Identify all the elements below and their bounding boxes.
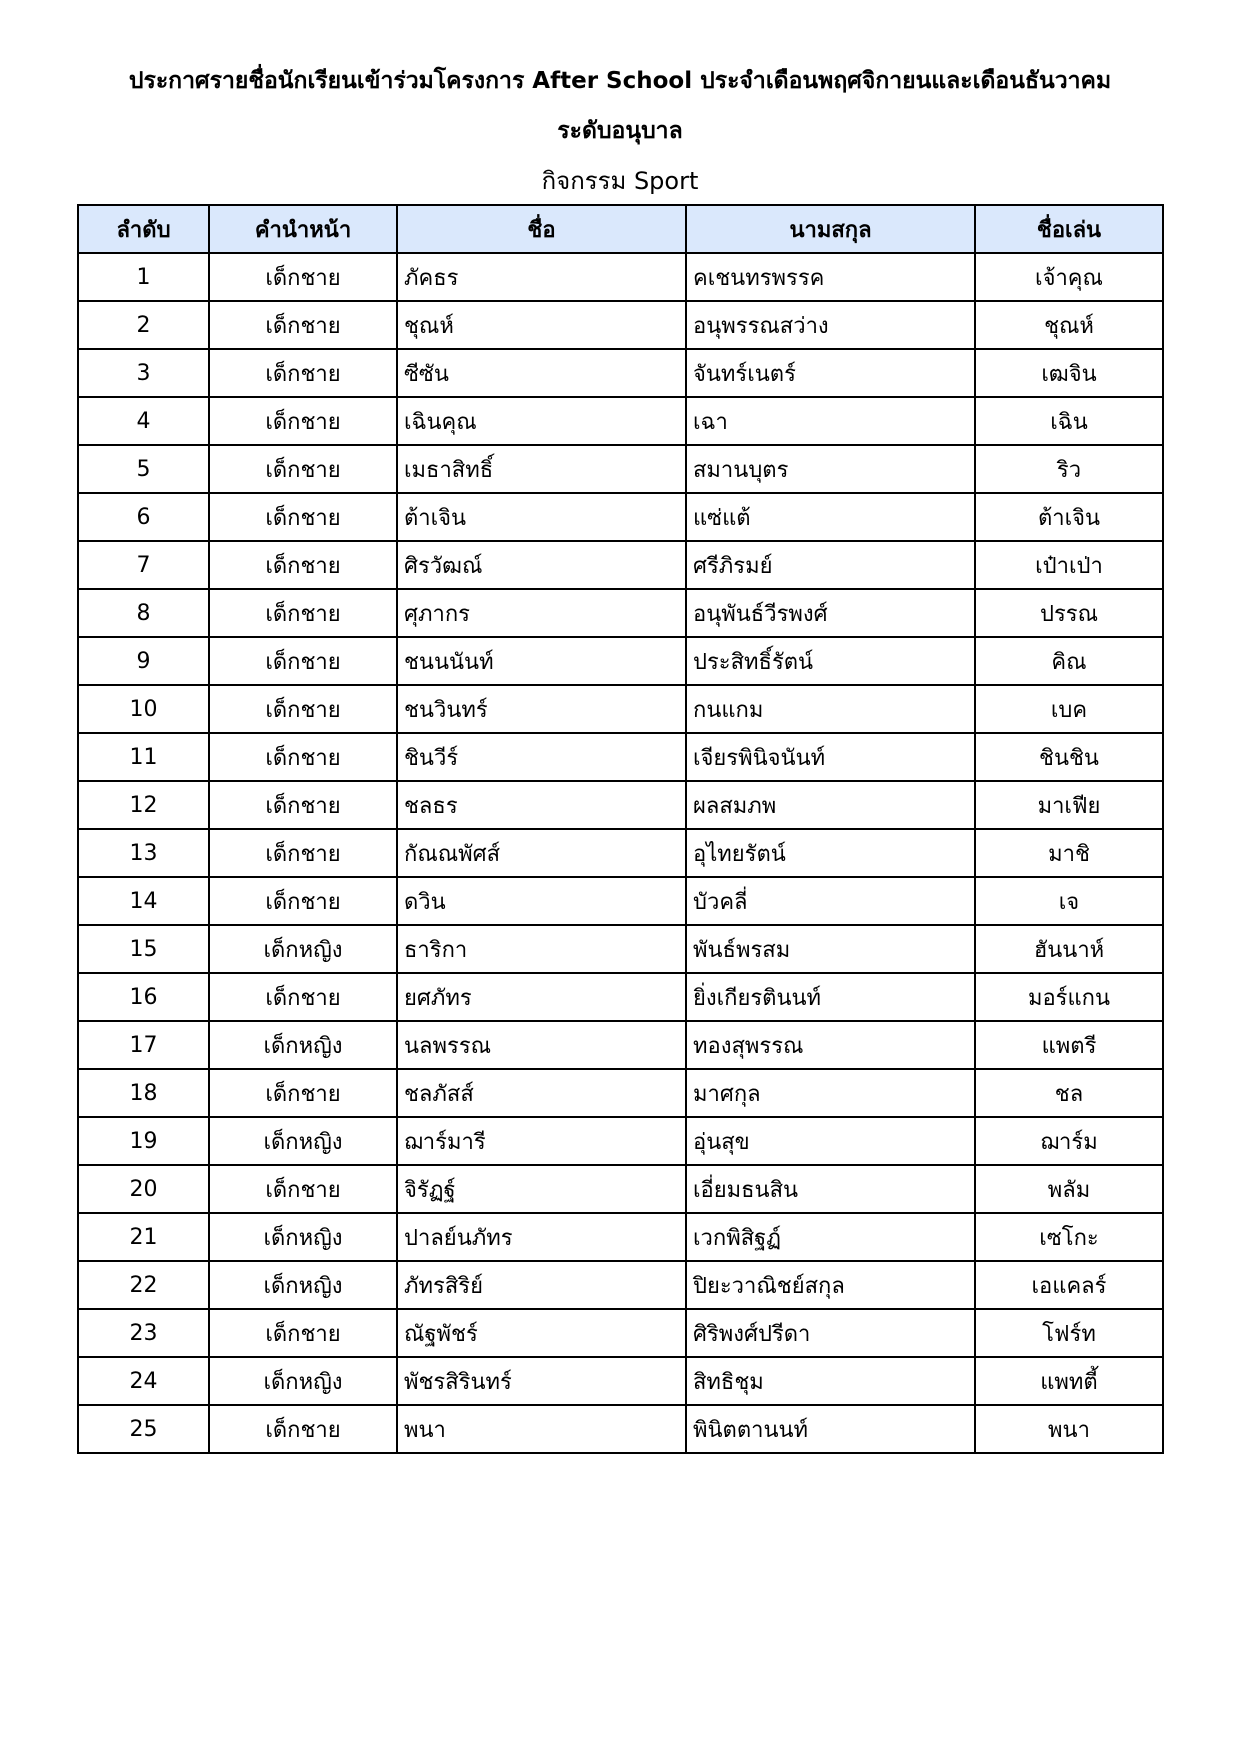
nickname-cell: เจ้าคุณ bbox=[975, 253, 1163, 301]
first-name-cell: ดวิน bbox=[397, 877, 686, 925]
nickname-cell: เฒจิน bbox=[975, 349, 1163, 397]
nickname-cell: พลัม bbox=[975, 1165, 1163, 1213]
first-name-cell: ชนวินทร์ bbox=[397, 685, 686, 733]
document-title: ประกาศรายชื่อนักเรียนเข้าร่วมโครงการ After School ประจำเดือนพฤศจิกายนและเดือนธันวาคม bbox=[128, 68, 1112, 94]
header-first-name: ชื่อ bbox=[397, 205, 686, 253]
order-cell: 17 bbox=[78, 1021, 209, 1069]
table-row bbox=[78, 925, 1163, 973]
last-name-cell: จันทร์เนตร์ bbox=[686, 349, 975, 397]
last-name-cell: สิทธิชุม bbox=[686, 1357, 975, 1405]
nickname-cell: โฟร์ท bbox=[975, 1309, 1163, 1357]
order-cell: 4 bbox=[78, 397, 209, 445]
order-cell: 12 bbox=[78, 781, 209, 829]
order-cell: 7 bbox=[78, 541, 209, 589]
table-row bbox=[78, 349, 1163, 397]
nickname-cell: คิณ bbox=[975, 637, 1163, 685]
prefix-cell: เด็กชาย bbox=[209, 589, 397, 637]
order-cell: 10 bbox=[78, 685, 209, 733]
table-row bbox=[78, 589, 1163, 637]
last-name-cell: บัวคลี่ bbox=[686, 877, 975, 925]
last-name-cell: แซ่แต้ bbox=[686, 493, 975, 541]
prefix-cell: เด็กชาย bbox=[209, 685, 397, 733]
order-cell: 8 bbox=[78, 589, 209, 637]
last-name-cell: พันธ์พรสม bbox=[686, 925, 975, 973]
table-row bbox=[78, 637, 1163, 685]
table-row bbox=[78, 1357, 1163, 1405]
order-cell: 16 bbox=[78, 973, 209, 1021]
first-name-cell: ฌาร์มารี bbox=[397, 1117, 686, 1165]
order-cell: 18 bbox=[78, 1069, 209, 1117]
first-name-cell: ศิรวัฒณ์ bbox=[397, 541, 686, 589]
first-name-cell: ซีซัน bbox=[397, 349, 686, 397]
table-row bbox=[78, 1405, 1163, 1453]
last-name-cell: อนุพันธ์วีรพงศ์ bbox=[686, 589, 975, 637]
level-heading: ระดับอนุบาล bbox=[557, 118, 683, 144]
last-name-cell: ยิ่งเกียรตินนท์ bbox=[686, 973, 975, 1021]
table-row bbox=[78, 541, 1163, 589]
first-name-cell: ชินวีร์ bbox=[397, 733, 686, 781]
order-cell: 23 bbox=[78, 1309, 209, 1357]
table-row bbox=[78, 829, 1163, 877]
table-body bbox=[78, 253, 1163, 1453]
order-cell: 20 bbox=[78, 1165, 209, 1213]
first-name-cell: พนา bbox=[397, 1405, 686, 1453]
table-row bbox=[78, 1165, 1163, 1213]
first-name-cell: ยศภัทร bbox=[397, 973, 686, 1021]
student-roster-table bbox=[77, 204, 1164, 1454]
first-name-cell: นลพรรณ bbox=[397, 1021, 686, 1069]
nickname-cell: มอร์แกน bbox=[975, 973, 1163, 1021]
table-row bbox=[78, 781, 1163, 829]
last-name-cell: เอี่ยมธนสิน bbox=[686, 1165, 975, 1213]
prefix-cell: เด็กชาย bbox=[209, 301, 397, 349]
prefix-cell: เด็กชาย bbox=[209, 637, 397, 685]
first-name-cell: ปาลย์นภัทร bbox=[397, 1213, 686, 1261]
prefix-cell: เด็กหญิง bbox=[209, 1357, 397, 1405]
first-name-cell: ธาริกา bbox=[397, 925, 686, 973]
header-last-name: นามสกุล bbox=[686, 205, 975, 253]
table-row bbox=[78, 1021, 1163, 1069]
last-name-cell: เวกพิสิฐฏ์ bbox=[686, 1213, 975, 1261]
prefix-cell: เด็กชาย bbox=[209, 493, 397, 541]
first-name-cell: ต้าเจิน bbox=[397, 493, 686, 541]
nickname-cell: มาชิ bbox=[975, 829, 1163, 877]
nickname-cell: แพตรี bbox=[975, 1021, 1163, 1069]
prefix-cell: เด็กหญิง bbox=[209, 1117, 397, 1165]
order-cell: 13 bbox=[78, 829, 209, 877]
nickname-cell: ชุณห์ bbox=[975, 301, 1163, 349]
first-name-cell: ศุภากร bbox=[397, 589, 686, 637]
order-cell: 21 bbox=[78, 1213, 209, 1261]
first-name-cell: ชุณห์ bbox=[397, 301, 686, 349]
table-row bbox=[78, 1309, 1163, 1357]
order-cell: 25 bbox=[78, 1405, 209, 1453]
table-row bbox=[78, 397, 1163, 445]
nickname-cell: ริว bbox=[975, 445, 1163, 493]
prefix-cell: เด็กชาย bbox=[209, 397, 397, 445]
order-cell: 6 bbox=[78, 493, 209, 541]
order-cell: 9 bbox=[78, 637, 209, 685]
first-name-cell: พัชรสิรินทร์ bbox=[397, 1357, 686, 1405]
order-cell: 24 bbox=[78, 1357, 209, 1405]
nickname-cell: ต้าเจิน bbox=[975, 493, 1163, 541]
order-cell: 2 bbox=[78, 301, 209, 349]
prefix-cell: เด็กชาย bbox=[209, 829, 397, 877]
last-name-cell: สมานบุตร bbox=[686, 445, 975, 493]
nickname-cell: เซโกะ bbox=[975, 1213, 1163, 1261]
table-row bbox=[78, 445, 1163, 493]
last-name-cell: พินิตตานนท์ bbox=[686, 1405, 975, 1453]
table-row bbox=[78, 301, 1163, 349]
prefix-cell: เด็กชาย bbox=[209, 541, 397, 589]
first-name-cell: เมธาสิทธิ์ bbox=[397, 445, 686, 493]
table-row bbox=[78, 877, 1163, 925]
first-name-cell: ภัทรสิริย์ bbox=[397, 1261, 686, 1309]
last-name-cell: ผลสมภพ bbox=[686, 781, 975, 829]
last-name-cell: ประสิทธิ์รัตน์ bbox=[686, 637, 975, 685]
last-name-cell: อุ่นสุข bbox=[686, 1117, 975, 1165]
first-name-cell: ภัคธร bbox=[397, 253, 686, 301]
nickname-cell: ฮันนาห์ bbox=[975, 925, 1163, 973]
nickname-cell: เอแคลร์ bbox=[975, 1261, 1163, 1309]
first-name-cell: ชนนนันท์ bbox=[397, 637, 686, 685]
table-row bbox=[78, 973, 1163, 1021]
last-name-cell: คเชนทรพรรค bbox=[686, 253, 975, 301]
table-row bbox=[78, 1069, 1163, 1117]
first-name-cell: กัณณพัศส์ bbox=[397, 829, 686, 877]
last-name-cell: ปิยะวาณิชย์สกุล bbox=[686, 1261, 975, 1309]
order-cell: 1 bbox=[78, 253, 209, 301]
nickname-cell: เบค bbox=[975, 685, 1163, 733]
prefix-cell: เด็กชาย bbox=[209, 1405, 397, 1453]
nickname-cell: ฌาร์ม bbox=[975, 1117, 1163, 1165]
nickname-cell: ชล bbox=[975, 1069, 1163, 1117]
last-name-cell: ทองสุพรรณ bbox=[686, 1021, 975, 1069]
table-row bbox=[78, 733, 1163, 781]
first-name-cell: ชลภัสส์ bbox=[397, 1069, 686, 1117]
last-name-cell: มาศกุล bbox=[686, 1069, 975, 1117]
prefix-cell: เด็กชาย bbox=[209, 253, 397, 301]
nickname-cell: เฉิน bbox=[975, 397, 1163, 445]
last-name-cell: เจียรพินิจนันท์ bbox=[686, 733, 975, 781]
prefix-cell: เด็กชาย bbox=[209, 781, 397, 829]
last-name-cell: อนุพรรณสว่าง bbox=[686, 301, 975, 349]
prefix-cell: เด็กชาย bbox=[209, 733, 397, 781]
header-order: ลำดับ bbox=[78, 205, 209, 253]
first-name-cell: เฉินคุณ bbox=[397, 397, 686, 445]
prefix-cell: เด็กชาย bbox=[209, 973, 397, 1021]
nickname-cell: แพทตี้ bbox=[975, 1357, 1163, 1405]
order-cell: 5 bbox=[78, 445, 209, 493]
last-name-cell: เฉา bbox=[686, 397, 975, 445]
order-cell: 22 bbox=[78, 1261, 209, 1309]
activity-heading: กิจกรรม Sport bbox=[541, 167, 699, 195]
nickname-cell: ปรรณ bbox=[975, 589, 1163, 637]
prefix-cell: เด็กชาย bbox=[209, 349, 397, 397]
first-name-cell: ชลธร bbox=[397, 781, 686, 829]
order-cell: 14 bbox=[78, 877, 209, 925]
first-name-cell: จิรัฏฐ์ bbox=[397, 1165, 686, 1213]
table-row bbox=[78, 1213, 1163, 1261]
prefix-cell: เด็กหญิง bbox=[209, 1261, 397, 1309]
prefix-cell: เด็กชาย bbox=[209, 445, 397, 493]
table-row bbox=[78, 253, 1163, 301]
table-row bbox=[78, 685, 1163, 733]
table-row bbox=[78, 1117, 1163, 1165]
table-row bbox=[78, 493, 1163, 541]
prefix-cell: เด็กชาย bbox=[209, 1309, 397, 1357]
prefix-cell: เด็กหญิง bbox=[209, 1021, 397, 1069]
header-prefix: คำนำหน้า bbox=[209, 205, 397, 253]
prefix-cell: เด็กหญิง bbox=[209, 1213, 397, 1261]
nickname-cell: เป๋าเป่า bbox=[975, 541, 1163, 589]
table-header-row bbox=[78, 205, 1163, 253]
table-row bbox=[78, 1261, 1163, 1309]
last-name-cell: อุไทยรัตน์ bbox=[686, 829, 975, 877]
last-name-cell: กนแกม bbox=[686, 685, 975, 733]
last-name-cell: ศิริพงศ์ปรีดา bbox=[686, 1309, 975, 1357]
nickname-cell: ชินชิน bbox=[975, 733, 1163, 781]
prefix-cell: เด็กหญิง bbox=[209, 925, 397, 973]
prefix-cell: เด็กชาย bbox=[209, 1069, 397, 1117]
order-cell: 19 bbox=[78, 1117, 209, 1165]
nickname-cell: มาเฟีย bbox=[975, 781, 1163, 829]
order-cell: 3 bbox=[78, 349, 209, 397]
prefix-cell: เด็กชาย bbox=[209, 877, 397, 925]
last-name-cell: ศรีภิรมย์ bbox=[686, 541, 975, 589]
prefix-cell: เด็กชาย bbox=[209, 1165, 397, 1213]
first-name-cell: ณัฐพัชร์ bbox=[397, 1309, 686, 1357]
nickname-cell: พนา bbox=[975, 1405, 1163, 1453]
order-cell: 15 bbox=[78, 925, 209, 973]
nickname-cell: เจ bbox=[975, 877, 1163, 925]
order-cell: 11 bbox=[78, 733, 209, 781]
header-nickname: ชื่อเล่น bbox=[975, 205, 1163, 253]
